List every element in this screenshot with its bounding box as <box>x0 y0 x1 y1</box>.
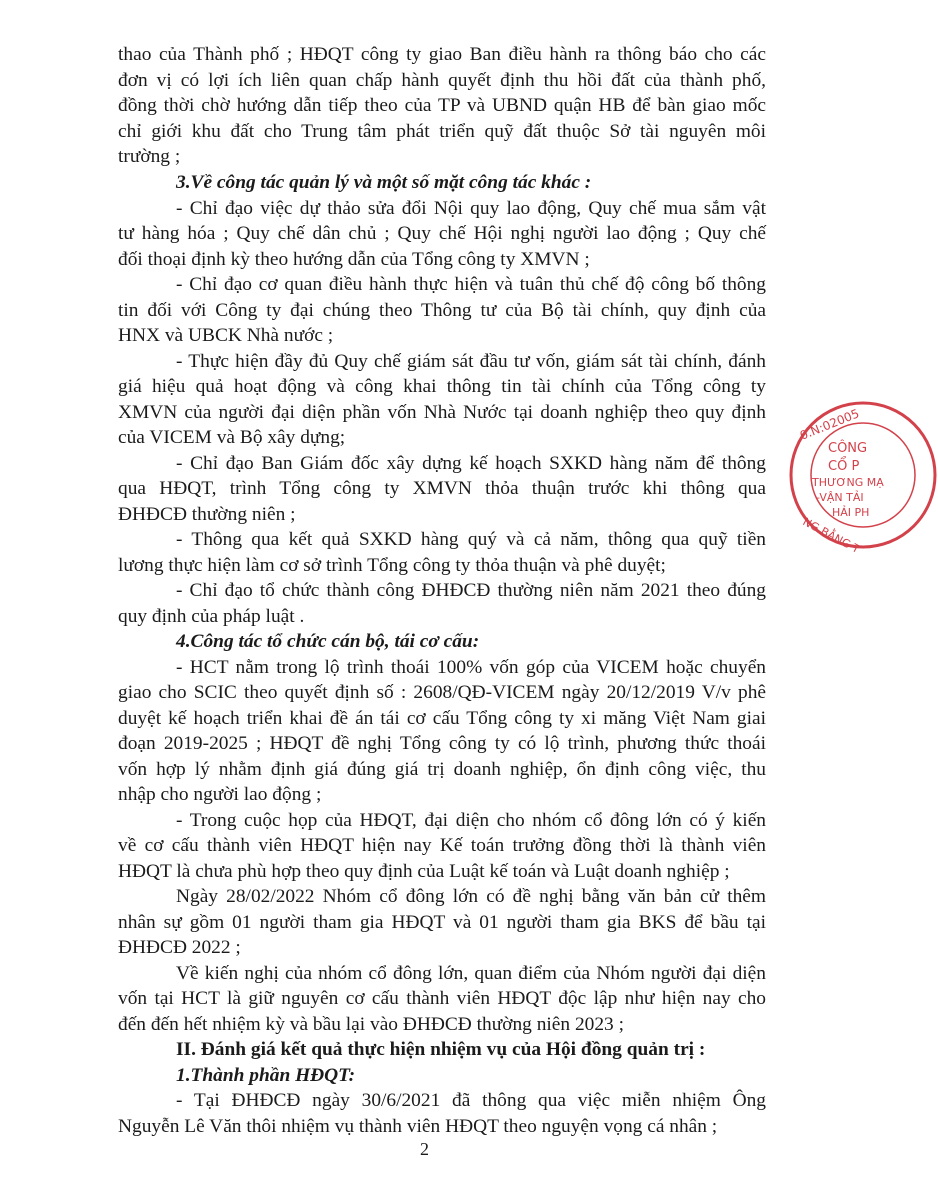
text-line: - Thông qua kết quả SXKD hàng quý và cả năm, thông qua quỹ tiền <box>176 529 766 550</box>
text-line: qua HĐQT, trình Tổng công ty XMVN thỏa thuận trước khi thông qua <box>118 478 766 499</box>
text-line: đến đến hết nhiệm kỳ và bầu lại vào ĐHĐCĐ thường niên 2023 ; <box>118 1014 624 1035</box>
text-line: II. Đánh giá kết quả thực hiện nhiệm vụ của Hội đồng quản trị : <box>176 1039 706 1060</box>
text-line: của VICEM và Bộ xây dựng; <box>118 427 346 448</box>
text-line: về cơ cấu thành viên HĐQT hiện nay Kế toán trưởng đồng thời là thành viên <box>118 835 766 856</box>
text-line: - Tại ĐHĐCĐ ngày 30/6/2021 đã thông qua việc miễn nhiệm Ông <box>176 1090 766 1111</box>
text-line: đối thoại định kỳ theo hướng dẫn của Tổng công ty XMVN ; <box>118 249 590 270</box>
text-line: nhập cho người lao động ; <box>118 784 322 805</box>
text-line: nhân sự gồm 01 người tham gia HĐQT và 01 người tham gia BKS để bầu tại <box>118 912 766 933</box>
stamp-text-line: CỔ P <box>828 459 860 474</box>
text-line: quy định của pháp luật . <box>118 606 305 627</box>
text-line: vốn hợp lý nhằm định giá đúng giá trị doanh nghiệp, ổn định công việc, thu <box>118 759 766 780</box>
text-line: 1.Thành phần HĐQT: <box>176 1065 356 1086</box>
text-line: chỉ giới khu đất cho Trung tâm phát triển quỹ đất thuộc Sở tài nguyên môi <box>118 121 766 142</box>
text-line: lương thực hiện làm cơ sở trình Tổng công ty thỏa thuận và phê duyệt; <box>118 555 666 576</box>
text-line: ĐHĐCĐ 2022 ; <box>118 937 241 958</box>
page-number: 2 <box>420 1139 429 1159</box>
text-line: tin đối với Công ty đại chúng theo Thông tư của Bộ tài chính, quy định của <box>118 300 766 321</box>
text-line: duyệt kế hoạch triển khai đề án tái cơ cấu Tổng công ty xi măng Việt Nam giai <box>118 708 766 729</box>
text-line: - Chỉ đạo Ban Giám đốc xây dựng kế hoạch SXKD hàng năm để thông <box>176 453 766 474</box>
text-line: - HCT nằm trong lộ trình thoái 100% vốn góp của VICEM hoặc chuyển <box>176 657 766 678</box>
text-line: 4.Công tác tổ chức cán bộ, tái cơ cấu: <box>176 631 480 652</box>
company-seal-stamp <box>788 400 938 556</box>
text-line: vốn tại HCT là giữ nguyên cơ cấu thành viên HĐQT độc lập như hiện nay cho <box>118 988 766 1009</box>
text-line: đơn vị có lợi ích liên quan chấp hành quyết định thu hồi đất của thành phố, <box>118 70 766 91</box>
text-line: giao cho SCIC theo quyết định số : 2608/QĐ-VICEM ngày 20/12/2019 V/v phê <box>118 682 766 703</box>
stamp-text-line: NG BẰNG T <box>800 515 862 556</box>
text-line: Ngày 28/02/2022 Nhóm cổ đông lớn có đề nghị bằng văn bản cử thêm <box>176 886 766 907</box>
text-line: thao của Thành phố ; HĐQT công ty giao Ban điều hành ra thông báo cho các <box>118 44 766 65</box>
stamp-text-line: THƯƠNG MẠ <box>812 476 884 489</box>
text-line: - Thực hiện đầy đủ Quy chế giám sát đầu tư vốn, giám sát tài chính, đánh <box>176 351 766 372</box>
text-line: Nguyễn Lê Văn thôi nhiệm vụ thành viên HĐQT theo nguyện vọng cá nhân ; <box>118 1116 718 1137</box>
stamp-text-line: CÔNG <box>828 441 868 456</box>
text-line: HNX và UBCK Nhà nước ; <box>118 325 334 346</box>
text-line: - Trong cuộc họp của HĐQT, đại diện cho nhóm cổ đông lớn có ý kiến <box>176 810 766 831</box>
text-line: - Chỉ đạo việc dự thảo sửa đổi Nội quy lao động, Quy chế mua sắm vật <box>176 198 766 219</box>
text-line: ĐHĐCĐ thường niên ; <box>118 504 296 525</box>
stamp-text-line: -VẬN TẢI <box>816 491 864 504</box>
text-line: HĐQT là chưa phù hợp theo quy định của Luật kế toán và Luật doanh nghiệp ; <box>118 861 730 882</box>
text-line: đồng thời chờ hướng dẫn tiếp theo của TP và UBND quận HB để bàn giao mốc <box>118 95 766 116</box>
text-line: - Chỉ đạo tổ chức thành công ĐHĐCĐ thường niên năm 2021 theo đúng <box>176 580 766 601</box>
stamp-reg-number: 0.N:02005 <box>797 406 862 443</box>
text-line: tư hàng hóa ; Quy chế dân chủ ; Quy chế Hội nghị người lao động ; Quy chế <box>118 223 766 244</box>
stamp-text-line: HẢI PH <box>832 506 870 519</box>
text-line: - Chỉ đạo cơ quan điều hành thực hiện và tuân thủ chế độ công bố thông <box>176 274 766 295</box>
text-line: đoạn 2019-2025 ; HĐQT đề nghị Tổng công ty có lộ trình, phương thức thoái <box>118 733 766 754</box>
text-line: XMVN của người đại diện phần vốn Nhà Nước tại doanh nghiệp theo quy định <box>118 402 766 423</box>
text-line: Về kiến nghị của nhóm cổ đông lớn, quan điểm của Nhóm người đại diện <box>176 963 766 984</box>
text-line: giá hiệu quả hoạt động và công khai thông tin tài chính của Tổng công ty <box>118 376 766 397</box>
text-line: 3.Về công tác quản lý và một số mặt công tác khác : <box>176 172 592 193</box>
text-line: trường ; <box>118 146 181 167</box>
